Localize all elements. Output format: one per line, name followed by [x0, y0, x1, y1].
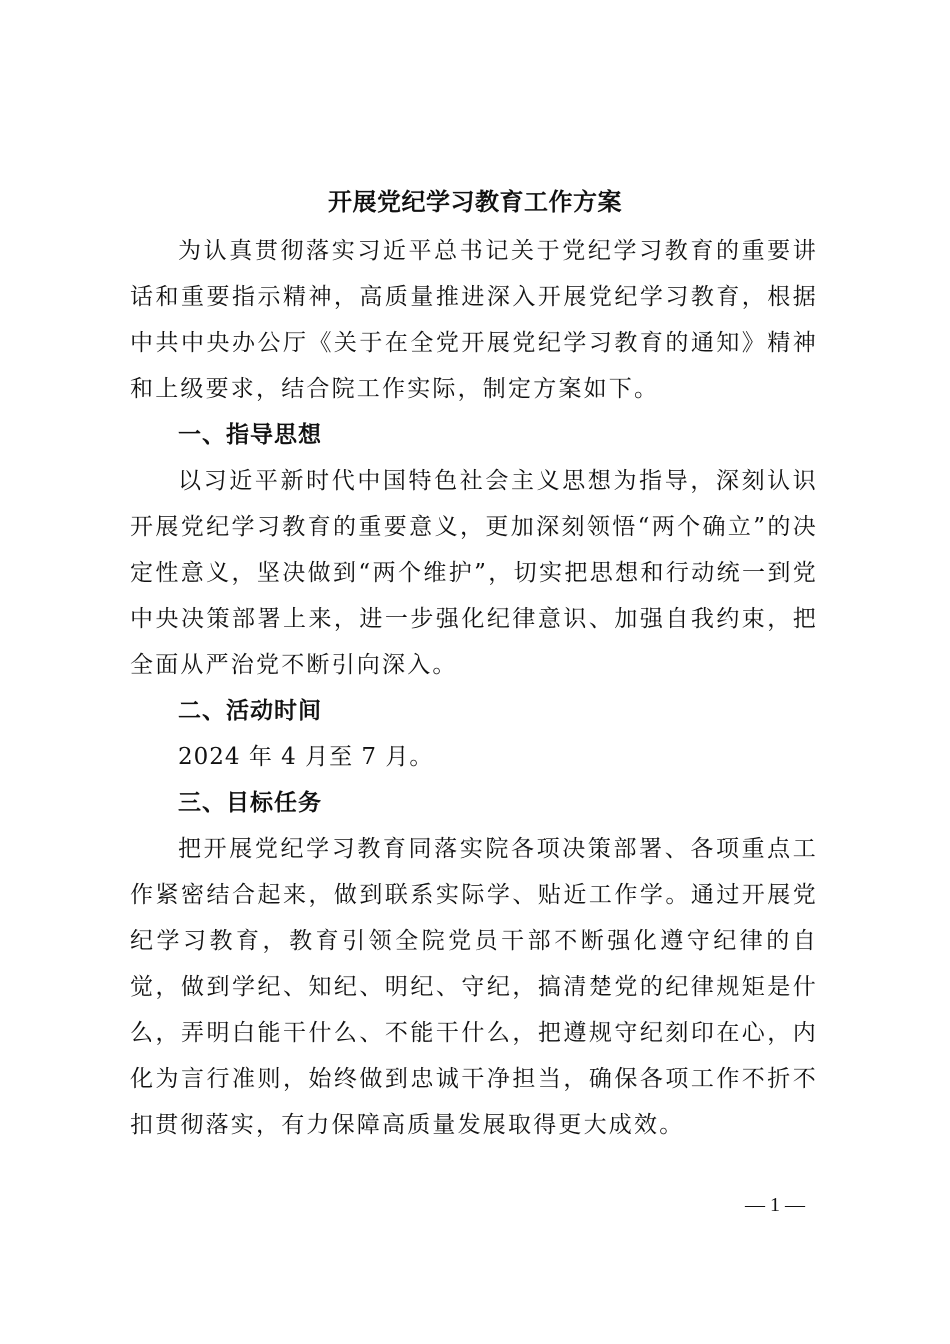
- document-title: 开展党纪学习教育工作方案: [328, 187, 622, 216]
- section-text-activity-time: 2024 年 4 月至 7 月。: [178, 744, 434, 770]
- page-number: — 1 —: [745, 1194, 805, 1216]
- section-heading-objectives: 三、目标任务: [178, 789, 322, 816]
- section-heading-guiding-ideology: 一、指导思想: [178, 421, 322, 448]
- section-text-objectives: 把开展党纪学习教育同落实院各项决策部署、各项重点工作紧密结合起来，做到联系实际学、贴近工作学。通过开展党纪学习教育，教育引领全院党员干部不断强化遵守纪律的自觉，做到学纪、知纪、明纪、守纪，搞清楚党的纪律规矩是什么，弄明白能干什么、不能干什么，把遵规守纪刻印在心，内化为言行准则，始终做到忠诚干净担当，确保各项工作不折不扣贯彻落实，有力保障高质量发展取得更大成效。: [130, 836, 818, 1138]
- intro-paragraph: 为认真贯彻落实习近平总书记关于党纪学习教育的重要讲话和重要指示精神，高质量推进深入开展党纪学习教育，根据中共中央办公厅《关于在全党开展党纪学习教育的通知》精神和上级要求，结合院工作实际，制定方案如下。: [130, 238, 818, 402]
- section-text-guiding-ideology: 以习近平新时代中国特色社会主义思想为指导，深刻认识开展党纪学习教育的重要意义，更加深刻领悟“两个确立”的决定性意义，坚决做到“两个维护”，切实把思想和行动统一到党中央决策部署上来，进一步强化纪律意识、加强自我约束，把全面从严治党不断引向深入。: [130, 468, 818, 678]
- document-body: [130, 228, 818, 1148]
- section-heading-activity-time: 二、活动时间: [178, 697, 322, 724]
